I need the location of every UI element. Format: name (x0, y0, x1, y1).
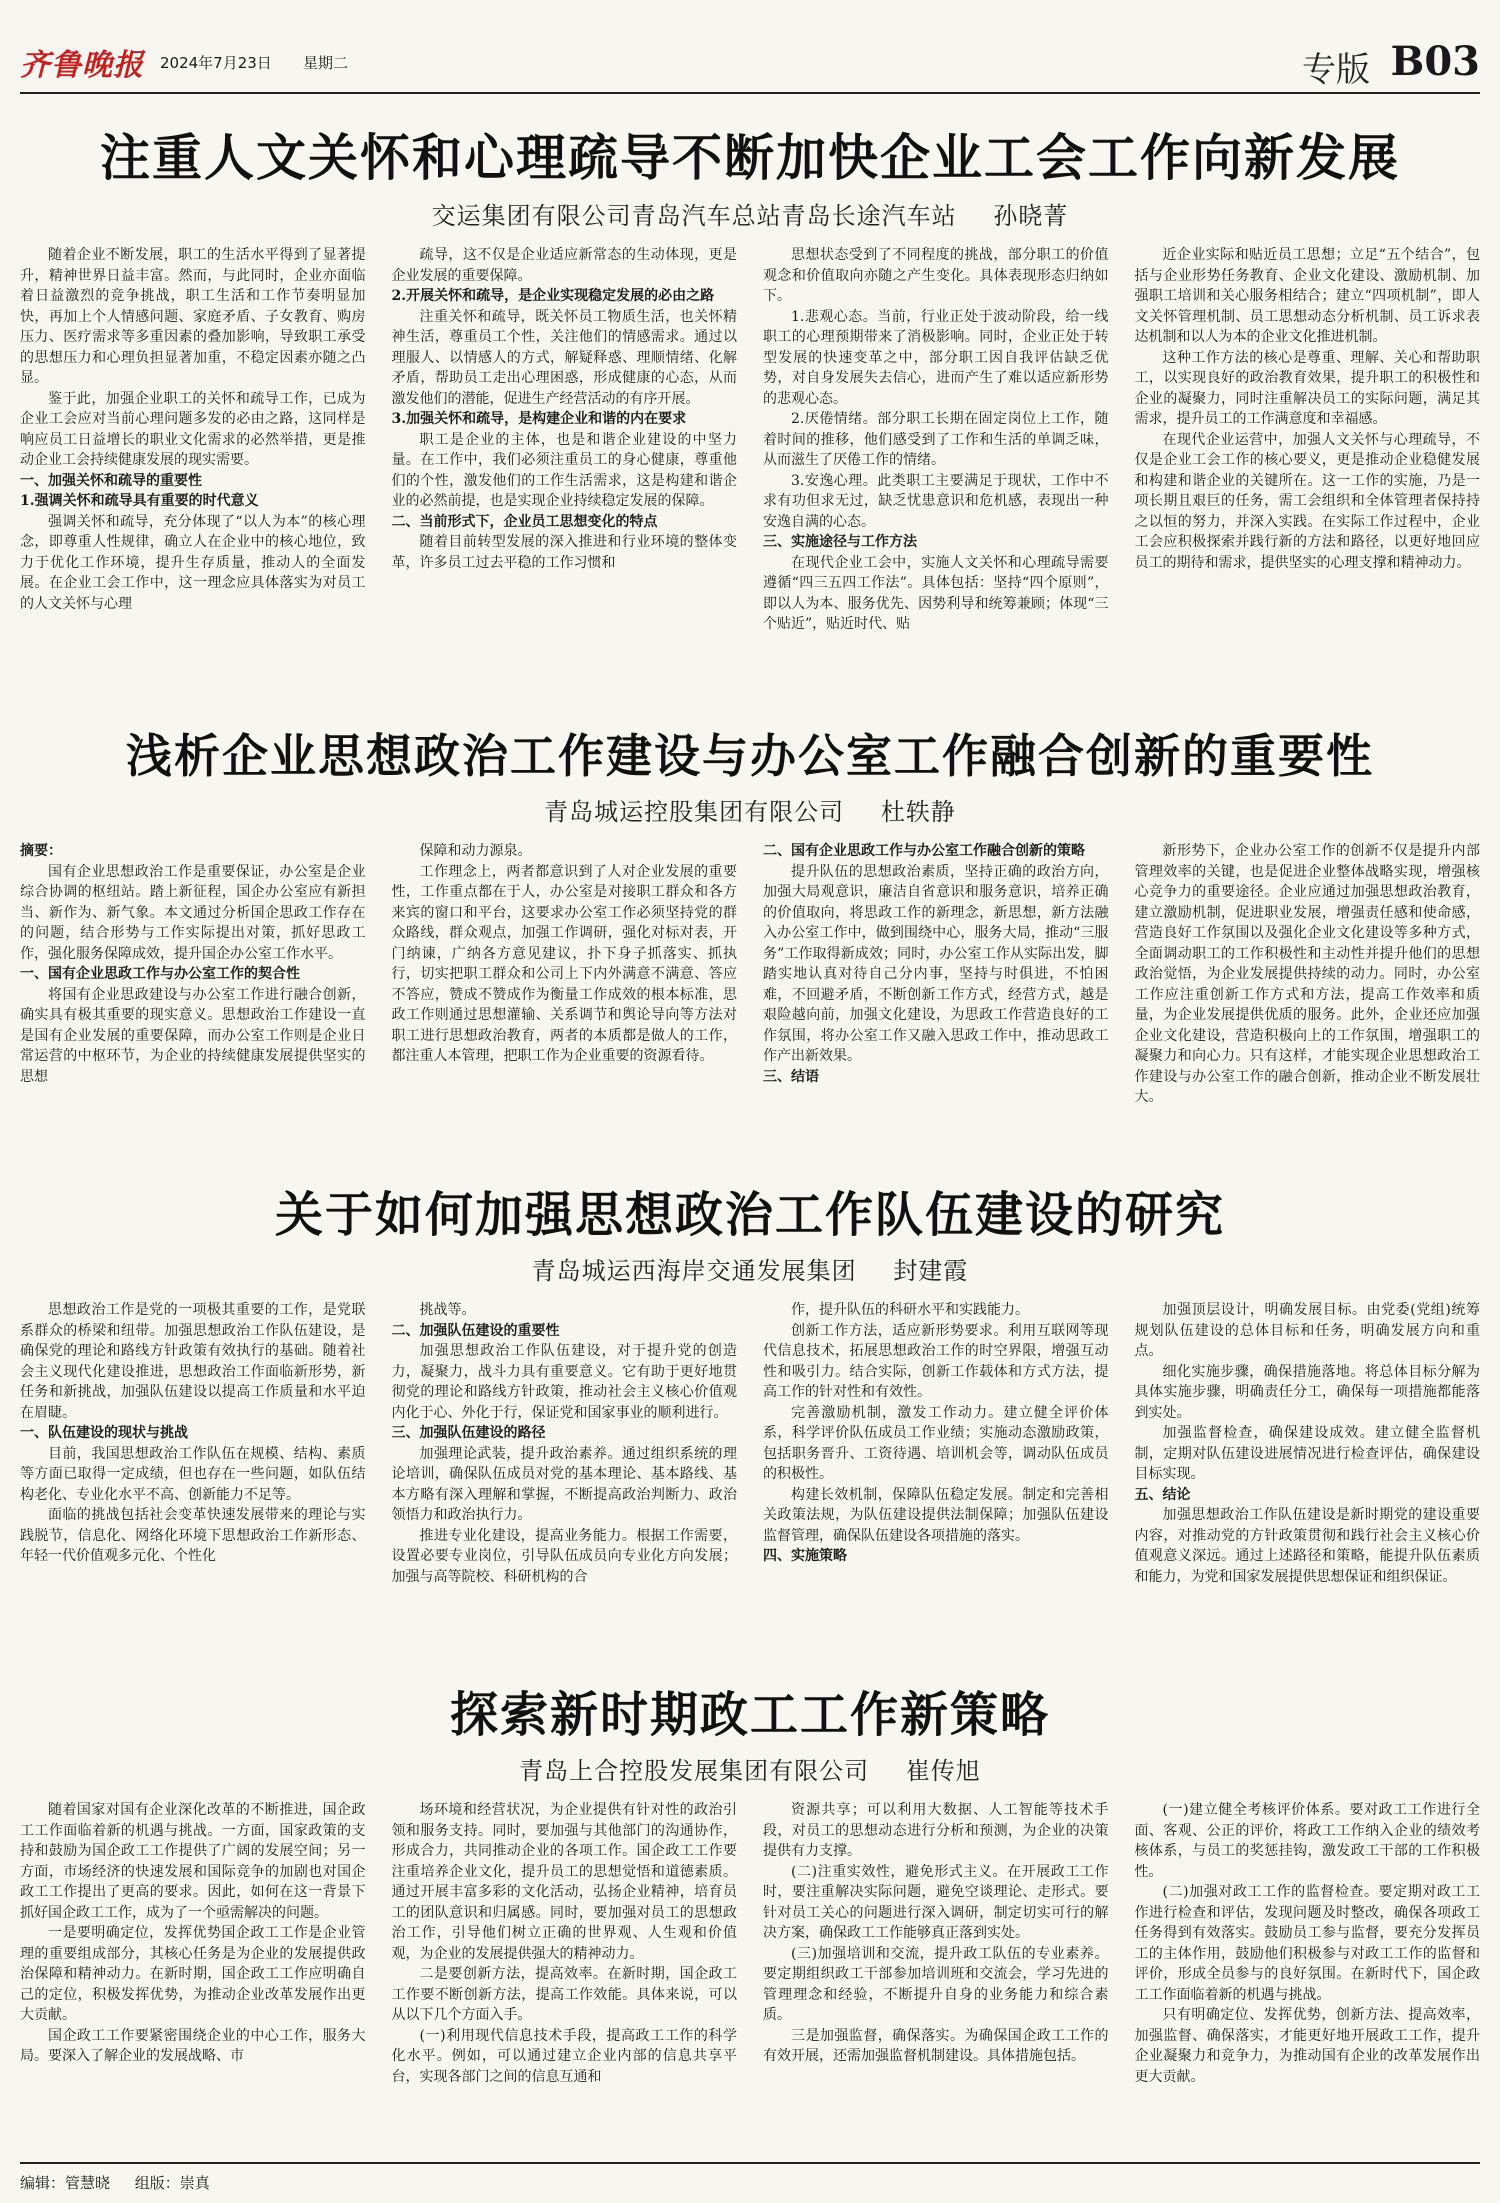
author-organization: 交运集团有限公司青岛汽车总站青岛长途汽车站 (431, 202, 957, 230)
paragraph: 随着国家对国有企业深化改革的不断推进，国企政工工作面临着新的机遇与挑战。一方面，国家政策的支持和鼓励为国企政工工作提供了广阔的发展空间；另一方面，市场经济的快速发展和国际竞争的加剧也对国企政工工作提出了更高的要求。因此，如何在这一背景下抓好国企政工工作，成为了一个亟需解决的问题。 (20, 1802, 366, 1921)
paragraph: 加强监督检查，确保建设成效。建立健全监督机制，定期对队伍建设进展情况进行检查评估，确保建设目标实现。 (1134, 1425, 1480, 1482)
text-column (20, 245, 366, 705)
article-headline: 注重人文关怀和心理疏导不断加快企业工会工作向新发展 (100, 128, 1400, 187)
paragraph: (一)建立健全考核评价体系。要对政工工作进行全面、客观、公正的评价，将政工工作纳入企业的绩效考核体系，与员工的奖惩挂钩，激发政工干部的工作积极性。 (1134, 1802, 1480, 1880)
paragraph: 完善激励机制，激发工作动力。建立健全评价体系，科学评价队伍成员工作业绩；实施动态激励政策，包括职务晋升、工资待遇、培训机会等，调动队伍成员的积极性。 (763, 1404, 1109, 1482)
paragraph: 只有明确定位、发挥优势，创新方法、提高效率，加强监督、确保落实，才能更好地开展政工工作，提升企业凝聚力和竞争力，为推动国有企业的改革发展作出更大贡献。 (1134, 2007, 1480, 2085)
paragraph: 场环境和经营状况，为企业提供有针对性的政治引领和服务支持。同时，要加强与其他部门的沟通协作，形成合力，共同推动企业的各项工作。国企政工工作要注重培养企业文化，提升员工的思想觉悟和道德素质。通过开展丰富多彩的文化活动，弘扬企业精神，培育员工的团队意识和归属感。同时，要加强对员工的思想政治工作，引导他们树立正确的世界观、人生观和价值观，为企业的发展提供强大的精神动力。 (391, 1802, 737, 1962)
article-2 (20, 720, 1480, 1141)
section-heading: 三、结语 (763, 1068, 819, 1085)
paragraph: (二)加强对政工工作的监督检查。要定期对政工工作进行检查和评估，发现问题及时整改，确保各项政工任务得到有效落实。鼓励员工参与监督，要充分发挥员工的主体作用，鼓励他们积极参与对政工工作的监督和评价，形成全员参与的良好氛围。在新时代下，国企政工工作面临着新的机遇与挑战。 (1134, 1884, 1480, 2003)
article-headline: 关于如何加强思想政治工作队伍建设的研究 (274, 1187, 1225, 1243)
article-3 (20, 1176, 1480, 1635)
paragraph: 思想政治工作是党的一项极其重要的工作，是党联系群众的桥梁和纽带。加强思想政治工作队伍建设，是确保党的理论和路线方针政策有效执行的基础。随着社会主义现代化建设推进，思想政治工作面临新形势，新任务和新挑战，加强队伍建设以提高工作质量和水平迫在眉睫。 (20, 1302, 366, 1421)
article-body (20, 1800, 1480, 2145)
paragraph: 国有企业思想政治工作是重要保证，办公室是企业综合协调的枢纽站。踏上新征程，国企办公室应有新担当、新作为、新气象。本文通过分析国企思政工作存在的问题，结合形势与工作实际提出对策，抓好思政工作，强化服务保障成效，提升国企办公室工作水平。 (20, 863, 366, 962)
text-column (1135, 1300, 1481, 1635)
section-heading: 三、加强队伍建设的路径 (391, 1425, 546, 1441)
paragraph: 作，提升队伍的科研水平和实践能力。 (791, 1302, 1029, 1318)
newspaper-logo: 齐鲁晚报 (20, 48, 144, 83)
paragraph: 这种工作方法的核心是尊重、理解、关心和帮助职工，以实现良好的政治教育效果，提升职工的积极性和企业的凝聚力，同时注重解决员工的实际问题，满足其需求，提升员工的工作满意度和幸福感。 (1134, 349, 1480, 427)
author-name: 杜轶静 (880, 798, 956, 826)
article-body (20, 841, 1480, 1141)
section-heading: 3.加强关怀和疏导，是构建企业和谐的内在要求 (391, 411, 687, 427)
paragraph: 加强思想政治工作队伍建设，对于提升党的创造力，凝聚力，战斗力具有重要意义。它有助于更好地贯彻党的理论和路线方针政策，推动社会主义核心价值观内化于心、外化于行，保证党和国家事业的顺利进行。 (391, 1343, 737, 1421)
paragraph: 挑战等。 (419, 1302, 476, 1318)
paragraph: 细化实施步骤，确保措施落地。将总体目标分解为具体实施步骤，明确责任分工，确保每一项措施都能落到实处。 (1134, 1363, 1480, 1421)
paragraph: 随着目前转型发展的深入推进和行业环境的整体变革，许多员工过去平稳的工作习惯和 (391, 534, 737, 571)
paragraph: 保障和动力源泉。 (419, 843, 532, 859)
text-column (763, 1800, 1109, 2145)
article-byline (20, 1751, 1480, 1786)
paragraph: 疏导，这不仅是企业适应新常态的生动体现，更是企业发展的重要保障。 (391, 247, 737, 284)
editor-credit: 编辑：管慧晓 (20, 2174, 111, 2192)
text-column (20, 1300, 366, 1635)
article-4 (20, 1676, 1480, 2145)
paragraph: 2.厌倦情绪。部分职工长期在固定岗位上工作，随着时间的推移，他们感受到了工作和生活的单调乏味，从而滋生了厌倦工作的情绪。 (763, 411, 1109, 468)
paragraph: 构建长效机制，保障队伍稳定发展。制定和完善相关政策法规，为队伍建设提供法制保障；加强队伍建设监督管理，确保队伍建设各项措施的落实。 (763, 1486, 1109, 1544)
article-byline (20, 792, 1480, 827)
article-headline: 浅析企业思想政治工作建设与办公室工作融合创新的重要性 (126, 729, 1374, 783)
paragraph: 思想状态受到了不同程度的挑战，部分职工的价值观念和价值取向亦随之产生变化。具体表现形态归纳如下。 (763, 247, 1109, 304)
author-organization: 青岛城运西海岸交通发展集团 (531, 1257, 857, 1285)
paragraph: (三)加强培训和交流，提升政工队伍的专业素养。要定期组织政工干部参加培训班和交流会，学习先进的管理理念和经验，不断提升自身的业务能力和综合素质。 (763, 1945, 1109, 2023)
abstract-label: 摘要： (20, 843, 62, 859)
paragraph: 新形势下，企业办公室工作的创新不仅是提升内部管理效率的关键，也是促进企业整体战略实现，增强核心竞争力的重要途径。企业应通过加强思想政治教育，建立激励机制，促进职业发展，增强责任感和使命感，营造良好工作氛围以及强化企业文化建设等多种方式，全面调动职工的工作积极性和主动性并提升他们的思想政治觉悟，为企业发展提供持续的动力。同时，办公室工作应注重创新工作方式和方法，提高工作效率和质量，为企业发展提供优质的服务。此外，企业还应加强企业文化建设，营造积极向上的工作氛围，增强职工的凝聚力和向心力。只有这样，才能实现企业思想政治工作建设与办公室工作的融合创新，推动企业不断发展壮大。 (1134, 843, 1480, 1105)
paragraph: 1.悲观心态。当前，行业正处于波动阶段，给一线职工的心理预期带来了消极影响。同时，企业正处于转型发展的快速变革之中，部分职工因自我评估缺乏优势，对自身发展失去信心，进而产生了难以适应新形势的悲观心态。 (763, 308, 1109, 407)
page-number: B03 (1390, 38, 1480, 85)
section-heading: 四、实施策略 (763, 1548, 847, 1564)
paragraph: 工作理念上，两者都意识到了人对企业发展的重要性，工作重点都在于人，办公室是对接职工群众和各方来宾的窗口和平台，这要求办公室工作必须坚持党的群众路线，群众观点，加强工作调研，强化对标对表，开门纳谏，广纳各方意见建议，扑下身子抓落实、抓执行，切实把职工群众和公司上下内外满意不满意、答应不答应，赞成不赞成作为衡量工作成效的根本标准，思政工作则通过思想灌输、关系调节和舆论导向等方法对职工进行思想政治教育，两者的本质都是做人的工作，都注重人本管理，把职工作为企业重要的资源看待。 (391, 863, 737, 1064)
issue-date: 2024年7月23日 (160, 54, 272, 72)
section-heading: 一、队伍建设的现状与挑战 (20, 1425, 188, 1441)
author-name: 孙晓菁 (993, 202, 1069, 230)
section-heading: 1.强调关怀和疏导具有重要的时代意义 (20, 493, 259, 509)
article-byline (20, 196, 1480, 231)
page-footer (20, 2162, 1480, 2193)
text-column (392, 245, 738, 705)
designer-credit: 组版：崇真 (134, 2174, 210, 2192)
paragraph: 创新工作方法，适应新形势要求。利用互联网等现代信息技术，拓展思想政治工作的时空界限，增强互动性和吸引力。结合实际，创新工作载体和方式方法，提高工作的针对性和有效性。 (763, 1322, 1109, 1400)
section-heading: 2.开展关怀和疏导，是企业实现稳定发展的必由之路 (391, 288, 715, 304)
paragraph: 在现代企业运营中，加强人文关怀与心理疏导，不仅是企业工会工作的核心要义，更是推动企业稳健发展和构建和谐企业的关键所在。这一工作的实施，乃是一项长期且艰巨的任务，需工会组织和全体管理者保持持之以恒的努力，并深入实践。在实际工作过程中，企业工会应积极探索并践行新的方法和路径，以更好地回应员工的期待和需求，提供坚实的心理支撑和精神动力。 (1134, 431, 1480, 571)
paragraph: 面临的挑战包括社会变革快速发展带来的理论与实践脱节，信息化、网络化环境下思想政治工作新形态、年轻一代价值观多元化、个性化 (20, 1507, 366, 1564)
paragraph: 注重关怀和疏导，既关怀员工物质生活，也关怀精神生活，尊重员工个性，关注他们的情感需求。通过以理服人、以情感人的方式，解疑释惑、理顺情绪、化解矛盾，帮助员工走出心理困惑，形成健康的心态，从而激发他们的潜能，促进生产经营活动的有序开展。 (391, 308, 737, 407)
section-name: 专版 (1302, 50, 1370, 90)
section-heading: 二、加强队伍建设的重要性 (391, 1322, 560, 1339)
text-column (1135, 1800, 1481, 2145)
paragraph: 3.安逸心理。此类职工主要满足于现状，工作中不求有功但求无过，缺乏忧患意识和危机感，表现出一种安逸自满的心态。 (763, 472, 1109, 530)
author-name: 封建霞 (893, 1257, 969, 1285)
paragraph: 加强思想政治工作队伍建设是新时期党的建设重要内容，对推动党的方针政策贯彻和践行社会主义核心价值观意义深远。通过上述路径和策略，能提升队伍素质和能力，为党和国家发展提供思想保证和组织保证。 (1134, 1507, 1480, 1585)
paragraph: 随着企业不断发展，职工的生活水平得到了显著提升，精神世界日益丰富。然而，与此同时，企业亦面临着日益激烈的竞争挑战，职工生活和工作节奏明显加快，再加上个人情感问题、家庭矛盾、子女教育、购房压力、医疗需求等多重因素的叠加影响，导致职工承受的思想压力和心理负担显著加重，不稳定因素亦随之凸显。 (20, 247, 366, 386)
section-heading: 一、国有企业思政工作与办公室工作的契合性 (20, 966, 300, 982)
text-column (20, 1800, 366, 2145)
text-column (1135, 245, 1481, 705)
paragraph: (二)注重实效性，避免形式主义。在开展政工工作时，要注重解决实际问题，避免空谈理论、走形式。要针对员工关心的问题进行深入调研，制定切实可行的解决方案，确保政工工作能够真正落到实处。 (763, 1863, 1109, 1941)
article-body (20, 245, 1480, 705)
text-column (392, 1300, 738, 1635)
paragraph: 将国有企业思政建设与办公室工作进行融合创新，确实具有极其重要的现实意义。思想政治工作建设一直是国有企业发展的重要保障，而办公室工作则是企业日常运营的中枢环节，为企业的持续健康发展提供坚实的思想 (20, 986, 366, 1085)
section-heading: 五、结论 (1134, 1486, 1191, 1503)
paragraph: 国企政工工作要紧密围绕企业的中心工作，服务大局。要深入了解企业的发展战略、市 (20, 2027, 366, 2064)
section-heading: 二、国有企业思政工作与办公室工作融合创新的策略 (763, 843, 1085, 859)
text-column (763, 245, 1109, 705)
article-body (20, 1300, 1480, 1635)
paragraph: 提升队伍的思想政治素质，坚持正确的政治方向，加强大局观意识，廉洁自省意识和服务意识，培养正确的价值取向，将思政工作的新理念，新思想，新方法融入办公室工作中，做到围绕中心，服务大局，推动“三服务”工作取得新成效；同时，办公室工作从实际出发，脚踏实地认真对待自己分内事，坚持与时俱进，不怕困难，不回避矛盾，不断创新工作方式，经营方式，越是艰险越向前，加强文化建设，为思政工作营造良好的工作氛围，将办公室工作又融入思政工作中，推动思政工作产出新效果。 (763, 863, 1109, 1064)
paragraph: 一是要明确定位，发挥优势国企政工工作是企业管理的重要组成部分，其核心任务是为企业的发展提供政治保障和精神动力。在新时期，国企政工工作应明确自己的定位，积极发挥优势，为推动企业改革发展作出更大贡献。 (20, 1925, 366, 2023)
paragraph: (一)利用现代信息技术手段，提高政工工作的科学化水平。例如，可以通过建立企业内部的信息共享平台，实现各部门之间的信息互通和 (391, 2027, 737, 2085)
text-column (392, 1800, 738, 2145)
paragraph: 加强顶层设计，明确发展目标。由党委(党组)统筹规划队伍建设的总体目标和任务，明确发展方向和重点。 (1134, 1302, 1480, 1359)
section-heading: 一、加强关怀和疏导的重要性 (20, 472, 202, 489)
section-heading: 二、当前形式下，企业员工思想变化的特点 (391, 513, 658, 530)
paragraph: 在现代企业工会中，实施人文关怀和心理疏导需要遵循“四三五四工作法”。具体包括：坚持“四个原则”，即以人为本、服务优先、因势利导和统筹兼顾；体现“三个贴近”，贴近时代、贴 (763, 554, 1109, 632)
text-column (1135, 841, 1481, 1141)
article-headline: 探索新时期政工工作新策略 (449, 1687, 1050, 1743)
author-name: 崔传旭 (905, 1757, 981, 1785)
author-organization: 青岛城运控股集团有限公司 (544, 798, 845, 826)
paragraph: 二是要创新方法，提高效率。在新时期，国企政工工作要不断创新方法，提高工作效能。具体来说，可以从以下几个方面入手。 (391, 1966, 737, 2023)
article-byline (20, 1251, 1480, 1286)
text-column (763, 1300, 1109, 1635)
paragraph: 强调关怀和疏导，充分体现了“以人为本”的核心理念，即尊重人性规律，确立人在企业中的核心地位，致力于优化工作环境，提升生存质量，推动人的全面发展。在企业工会工作中，这一理念应具体落实为对员工的人文关怀与心理 (20, 513, 366, 612)
paragraph: 加强理论武装，提升政治素养。通过组织系统的理论培训，确保队伍成员对党的基本理论、基本路线、基本方略有深入理解和掌握，不断提高政治判断力、政治领悟力和政治执行力。 (391, 1445, 737, 1523)
paragraph: 三是加强监督，确保落实。为确保国企政工工作的有效开展，还需加强监督机制建设。具体措施包括。 (763, 2027, 1109, 2064)
paragraph: 近企业实际和贴近员工思想；立足“五个结合”，包括与企业形势任务教育、企业文化建设、激励机制、加强职工培训和关心服务相结合；建立“四项机制”，即人文关怀管理机制、员工思想动态分析机制、员工诉求表达机制和以人为本的企业文化推进机制。 (1134, 247, 1480, 345)
text-column (20, 841, 366, 1141)
paragraph: 推进专业化建设，提高业务能力。根据工作需要，设置必要专业岗位，引导队伍成员向专业化方向发展；加强与高等院校、科研机构的合 (391, 1527, 737, 1585)
author-organization: 青岛上合控股发展集团有限公司 (519, 1757, 870, 1785)
article-1 (20, 118, 1480, 705)
text-column (763, 841, 1109, 1141)
paragraph: 职工是企业的主体，也是和谐企业建设的中坚力量。在工作中，我们必须注重员工的身心健康，尊重他们的个性，激发他们的工作生活需求，这是构建和谐企业的必然前提，也是实现企业持续稳定发展的保障。 (391, 431, 737, 509)
text-column (392, 841, 738, 1141)
paragraph: 目前，我国思想政治工作队伍在规模、结构、素质等方面已取得一定成绩，但也存在一些问题，如队伍结构老化、专业化水平不高、创新能力不足等。 (20, 1445, 366, 1503)
paragraph: 鉴于此，加强企业职工的关怀和疏导工作，已成为企业工会应对当前心理问题多发的必由之路，这同样是响应员工日益增长的职业文化需求的必然举措，更是推动企业工会持续健康发展的现实需要。 (20, 390, 366, 468)
paragraph: 资源共享；可以利用大数据、人工智能等技术手段，对员工的思想动态进行分析和预测，为企业的决策提供有力支撑。 (763, 1802, 1109, 1859)
masthead (20, 30, 1480, 94)
issue-weekday: 星期二 (303, 54, 349, 72)
section-heading: 三、实施途径与工作方法 (763, 534, 917, 550)
